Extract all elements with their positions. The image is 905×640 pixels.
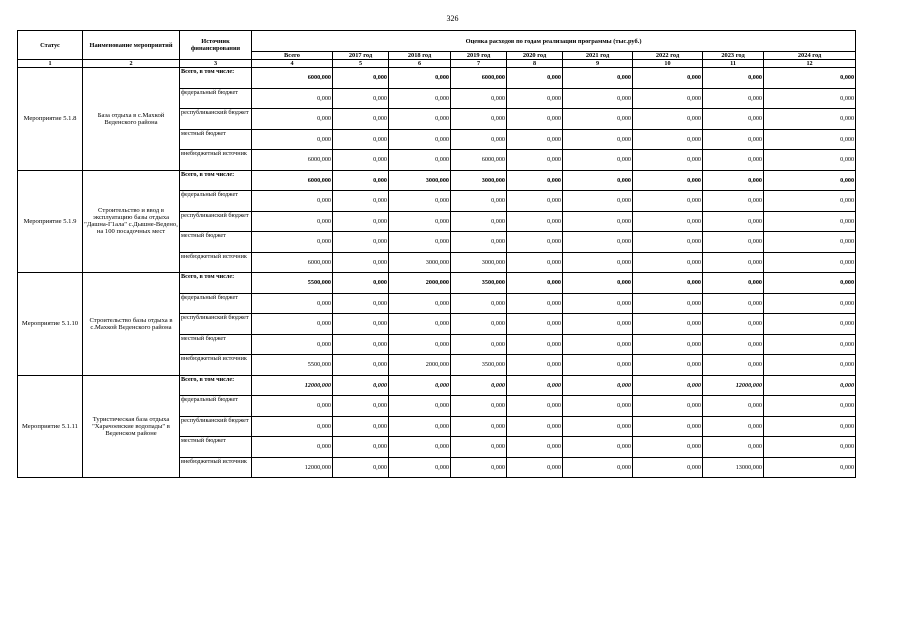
value-cell: 0,000 (333, 416, 389, 437)
value-cell: 0,000 (764, 191, 856, 212)
value-cell: 0,000 (451, 314, 507, 335)
value-cell: 0,000 (703, 88, 764, 109)
value-cell: 0,000 (764, 88, 856, 109)
value-cell: 0,000 (563, 293, 633, 314)
value-cell: 0,000 (252, 129, 333, 150)
value-cell: 0,000 (389, 457, 451, 478)
value-cell: 0,000 (563, 252, 633, 273)
value-cell: 0,000 (507, 355, 563, 376)
funding-source-cell: внебюджетный источник (180, 150, 252, 171)
value-cell: 0,000 (563, 396, 633, 417)
value-cell: 0,000 (633, 273, 703, 294)
measure-name-cell: Строительство и ввод в эксплуатацию базы отдыха "Дашна-Г1ала" с.Дышне-Ведено, на 100 посадочных мест (83, 170, 180, 273)
funding-source-cell: республиканский бюджет (180, 109, 252, 130)
value-cell: 3000,000 (389, 252, 451, 273)
value-cell: 0,000 (633, 396, 703, 417)
value-cell: 0,000 (563, 191, 633, 212)
value-cell: 0,000 (764, 273, 856, 294)
value-cell: 0,000 (764, 375, 856, 396)
value-cell: 0,000 (633, 88, 703, 109)
value-cell: 0,000 (389, 293, 451, 314)
funding-source-cell: Всего, в том числе: (180, 170, 252, 191)
value-cell: 0,000 (389, 109, 451, 130)
value-cell: 0,000 (507, 273, 563, 294)
value-cell: 2000,000 (389, 273, 451, 294)
value-cell: 0,000 (563, 68, 633, 89)
value-cell: 0,000 (389, 314, 451, 335)
value-cell: 0,000 (451, 88, 507, 109)
value-cell: 0,000 (563, 437, 633, 458)
value-cell: 6000,000 (252, 68, 333, 89)
funding-source-cell: Всего, в том числе: (180, 68, 252, 89)
header-year: 2018 год (389, 52, 451, 60)
value-cell: 6000,000 (451, 68, 507, 89)
value-cell: 0,000 (333, 314, 389, 335)
value-cell: 0,000 (252, 88, 333, 109)
value-cell: 0,000 (764, 437, 856, 458)
value-cell: 0,000 (633, 314, 703, 335)
value-cell: 0,000 (563, 232, 633, 253)
header-year: 2024 год (764, 52, 856, 60)
value-cell: 0,000 (333, 273, 389, 294)
value-cell: 12000,000 (703, 375, 764, 396)
value-cell: 0,000 (703, 211, 764, 232)
header-year: 2017 год (333, 52, 389, 60)
value-cell: 0,000 (451, 437, 507, 458)
value-cell: 0,000 (389, 416, 451, 437)
value-cell: 0,000 (507, 88, 563, 109)
value-cell: 0,000 (563, 170, 633, 191)
value-cell: 0,000 (703, 170, 764, 191)
value-cell: 0,000 (703, 273, 764, 294)
value-cell: 0,000 (333, 334, 389, 355)
value-cell: 0,000 (764, 334, 856, 355)
value-cell: 0,000 (451, 396, 507, 417)
value-cell: 0,000 (764, 416, 856, 437)
value-cell: 0,000 (451, 293, 507, 314)
funding-source-cell: федеральный бюджет (180, 293, 252, 314)
funding-source-cell: местный бюджет (180, 334, 252, 355)
value-cell: 0,000 (764, 314, 856, 335)
value-cell: 0,000 (633, 170, 703, 191)
value-cell: 0,000 (333, 68, 389, 89)
funding-source-cell: Всего, в том числе: (180, 273, 252, 294)
measure-name-cell: База отдыха в с.Махкой Веденского района (83, 68, 180, 171)
value-cell: 0,000 (252, 334, 333, 355)
value-cell: 0,000 (507, 170, 563, 191)
value-cell: 0,000 (389, 88, 451, 109)
value-cell: 3000,000 (451, 170, 507, 191)
value-cell: 0,000 (389, 334, 451, 355)
value-cell: 0,000 (333, 437, 389, 458)
value-cell: 0,000 (703, 314, 764, 335)
value-cell: 0,000 (252, 396, 333, 417)
status-cell: Мероприятие 5.1.9 (18, 170, 83, 273)
value-cell: 3000,000 (451, 252, 507, 273)
value-cell: 0,000 (563, 314, 633, 335)
value-cell: 0,000 (633, 375, 703, 396)
column-number: 7 (451, 60, 507, 68)
value-cell: 5500,000 (252, 273, 333, 294)
funding-source-cell: внебюджетный источник (180, 252, 252, 273)
value-cell: 0,000 (451, 416, 507, 437)
value-cell: 0,000 (563, 211, 633, 232)
value-cell: 0,000 (703, 129, 764, 150)
value-cell: 0,000 (703, 355, 764, 376)
value-cell: 0,000 (333, 293, 389, 314)
value-cell: 0,000 (764, 232, 856, 253)
funding-source-cell: федеральный бюджет (180, 191, 252, 212)
value-cell: 6000,000 (451, 150, 507, 171)
value-cell: 0,000 (333, 191, 389, 212)
column-number: 1 (18, 60, 83, 68)
value-cell: 3500,000 (451, 355, 507, 376)
value-cell: 0,000 (507, 252, 563, 273)
value-cell: 0,000 (703, 232, 764, 253)
value-cell: 0,000 (451, 232, 507, 253)
value-cell: 0,000 (563, 273, 633, 294)
column-number: 5 (333, 60, 389, 68)
value-cell: 0,000 (333, 355, 389, 376)
budget-table (17, 30, 856, 478)
status-cell: Мероприятие 5.1.8 (18, 68, 83, 171)
value-cell: 0,000 (507, 129, 563, 150)
header-year: 2020 год (507, 52, 563, 60)
value-cell: 0,000 (333, 375, 389, 396)
value-cell: 0,000 (703, 396, 764, 417)
value-cell: 3000,000 (389, 170, 451, 191)
value-cell: 0,000 (633, 293, 703, 314)
value-cell: 0,000 (507, 375, 563, 396)
table-row (18, 273, 856, 294)
value-cell: 0,000 (451, 191, 507, 212)
value-cell: 0,000 (389, 211, 451, 232)
value-cell: 0,000 (507, 191, 563, 212)
value-cell: 0,000 (633, 416, 703, 437)
value-cell: 0,000 (633, 68, 703, 89)
value-cell: 6000,000 (252, 170, 333, 191)
value-cell: 0,000 (507, 396, 563, 417)
column-number: 12 (764, 60, 856, 68)
value-cell: 0,000 (764, 109, 856, 130)
value-cell: 0,000 (563, 355, 633, 376)
column-number: 3 (180, 60, 252, 68)
column-number: 9 (563, 60, 633, 68)
value-cell: 0,000 (252, 232, 333, 253)
status-cell: Мероприятие 5.1.10 (18, 273, 83, 376)
value-cell: 0,000 (764, 129, 856, 150)
value-cell: 0,000 (507, 293, 563, 314)
value-cell: 2000,000 (389, 355, 451, 376)
table-row (18, 68, 856, 89)
page-number: 326 (446, 14, 459, 23)
value-cell: 0,000 (703, 293, 764, 314)
value-cell: 0,000 (333, 170, 389, 191)
funding-source-cell: местный бюджет (180, 129, 252, 150)
value-cell: 0,000 (252, 293, 333, 314)
funding-source-cell: республиканский бюджет (180, 211, 252, 232)
value-cell: 0,000 (633, 252, 703, 273)
header-year: 2023 год (703, 52, 764, 60)
funding-source-cell: республиканский бюджет (180, 314, 252, 335)
value-cell: 0,000 (764, 68, 856, 89)
value-cell: 0,000 (333, 129, 389, 150)
value-cell: 0,000 (633, 129, 703, 150)
status-cell: Мероприятие 5.1.11 (18, 375, 83, 478)
value-cell: 0,000 (563, 129, 633, 150)
value-cell: 6000,000 (252, 150, 333, 171)
value-cell: 0,000 (507, 314, 563, 335)
value-cell: 0,000 (764, 293, 856, 314)
value-cell: 0,000 (563, 457, 633, 478)
value-cell: 0,000 (703, 416, 764, 437)
value-cell: 0,000 (451, 334, 507, 355)
value-cell: 0,000 (451, 129, 507, 150)
funding-source-cell: внебюджетный источник (180, 355, 252, 376)
value-cell: 0,000 (451, 375, 507, 396)
value-cell: 0,000 (507, 437, 563, 458)
column-number: 2 (83, 60, 180, 68)
funding-source-cell: республиканский бюджет (180, 416, 252, 437)
value-cell: 0,000 (764, 457, 856, 478)
value-cell: 0,000 (703, 334, 764, 355)
value-cell: 0,000 (252, 191, 333, 212)
value-cell: 0,000 (633, 355, 703, 376)
value-cell: 12000,000 (252, 375, 333, 396)
value-cell: 0,000 (764, 355, 856, 376)
column-number: 4 (252, 60, 333, 68)
value-cell: 0,000 (633, 457, 703, 478)
header-name: Наименование мероприятий (83, 31, 180, 60)
value-cell: 0,000 (507, 109, 563, 130)
value-cell: 0,000 (333, 211, 389, 232)
value-cell: 0,000 (252, 314, 333, 335)
value-cell: 0,000 (451, 457, 507, 478)
measure-name-cell: Строительство базы отдыха в с.Махкой Веденского района (83, 273, 180, 376)
value-cell: 0,000 (703, 68, 764, 89)
value-cell: 0,000 (563, 109, 633, 130)
value-cell: 0,000 (389, 150, 451, 171)
value-cell: 0,000 (764, 211, 856, 232)
value-cell: 0,000 (703, 109, 764, 130)
value-cell: 0,000 (507, 68, 563, 89)
header-source: Источник финансирования (180, 31, 252, 60)
column-number: 6 (389, 60, 451, 68)
header-year: Всего (252, 52, 333, 60)
value-cell: 0,000 (764, 396, 856, 417)
value-cell: 6000,000 (252, 252, 333, 273)
funding-source-cell: местный бюджет (180, 232, 252, 253)
value-cell: 0,000 (333, 88, 389, 109)
table-row (18, 170, 856, 191)
value-cell: 0,000 (389, 437, 451, 458)
header-status: Статус (18, 31, 83, 60)
value-cell: 0,000 (507, 150, 563, 171)
header-year: 2019 год (451, 52, 507, 60)
value-cell: 0,000 (563, 416, 633, 437)
value-cell: 0,000 (633, 334, 703, 355)
value-cell: 12000,000 (252, 457, 333, 478)
value-cell: 0,000 (703, 150, 764, 171)
value-cell: 0,000 (764, 252, 856, 273)
value-cell: 0,000 (563, 375, 633, 396)
value-cell: 0,000 (333, 150, 389, 171)
value-cell: 0,000 (389, 232, 451, 253)
value-cell: 0,000 (703, 252, 764, 273)
value-cell: 0,000 (252, 416, 333, 437)
measure-name-cell: Туристическая база отдыха "Харачоевские водопады" в Веденском районе (83, 375, 180, 478)
value-cell: 0,000 (633, 109, 703, 130)
value-cell: 0,000 (633, 211, 703, 232)
value-cell: 0,000 (451, 109, 507, 130)
value-cell: 0,000 (333, 232, 389, 253)
column-number: 11 (703, 60, 764, 68)
value-cell: 0,000 (703, 191, 764, 212)
header-estimate: Оценка расходов по годам реализации программы (тыс.руб.) (252, 31, 856, 52)
funding-source-cell: внебюджетный источник (180, 457, 252, 478)
value-cell: 13000,000 (703, 457, 764, 478)
value-cell: 0,000 (633, 437, 703, 458)
value-cell: 0,000 (389, 191, 451, 212)
value-cell: 0,000 (389, 68, 451, 89)
value-cell: 3500,000 (451, 273, 507, 294)
value-cell: 0,000 (389, 396, 451, 417)
funding-source-cell: федеральный бюджет (180, 88, 252, 109)
value-cell: 0,000 (507, 416, 563, 437)
value-cell: 0,000 (389, 129, 451, 150)
value-cell: 0,000 (252, 211, 333, 232)
value-cell: 0,000 (333, 457, 389, 478)
value-cell: 0,000 (764, 150, 856, 171)
value-cell: 0,000 (333, 396, 389, 417)
value-cell: 0,000 (633, 150, 703, 171)
value-cell: 0,000 (633, 232, 703, 253)
value-cell: 0,000 (507, 232, 563, 253)
value-cell: 0,000 (633, 191, 703, 212)
column-number: 10 (633, 60, 703, 68)
value-cell: 0,000 (507, 211, 563, 232)
value-cell: 0,000 (252, 109, 333, 130)
header-year: 2021 год (563, 52, 633, 60)
value-cell: 0,000 (389, 375, 451, 396)
value-cell: 0,000 (333, 109, 389, 130)
value-cell: 0,000 (252, 437, 333, 458)
value-cell: 0,000 (563, 88, 633, 109)
funding-source-cell: местный бюджет (180, 437, 252, 458)
value-cell: 0,000 (333, 252, 389, 273)
header-year: 2022 год (633, 52, 703, 60)
value-cell: 0,000 (764, 170, 856, 191)
column-number: 8 (507, 60, 563, 68)
value-cell: 0,000 (507, 457, 563, 478)
value-cell: 0,000 (703, 437, 764, 458)
value-cell: 0,000 (507, 334, 563, 355)
funding-source-cell: федеральный бюджет (180, 396, 252, 417)
funding-source-cell: Всего, в том числе: (180, 375, 252, 396)
value-cell: 0,000 (563, 334, 633, 355)
value-cell: 5500,000 (252, 355, 333, 376)
value-cell: 0,000 (563, 150, 633, 171)
table-row (18, 375, 856, 396)
value-cell: 0,000 (451, 211, 507, 232)
